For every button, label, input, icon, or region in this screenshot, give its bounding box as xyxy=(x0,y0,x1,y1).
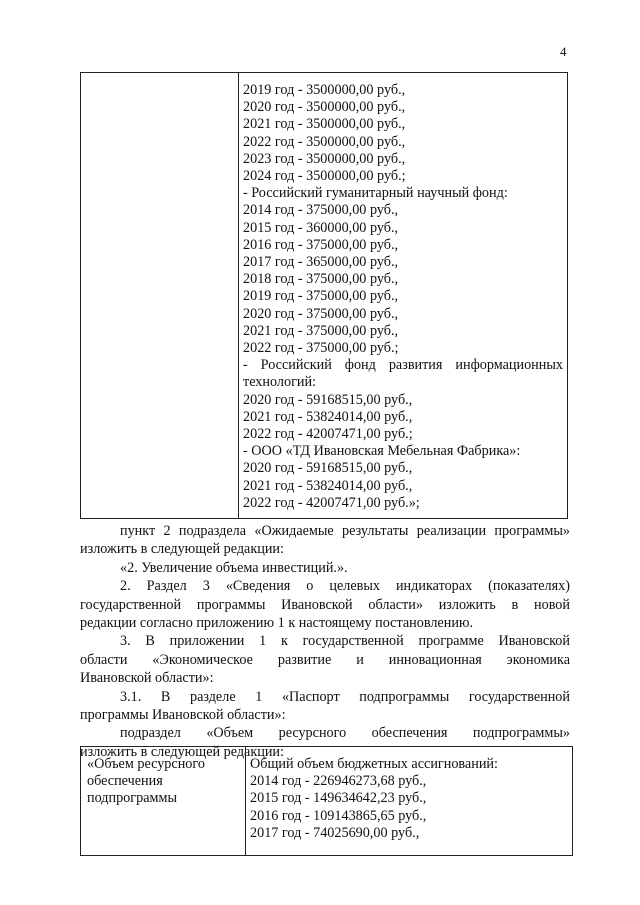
table-line: 2017 год - 74025690,00 руб., xyxy=(250,824,420,841)
table-left-cell xyxy=(81,747,246,855)
table-right-cell xyxy=(243,82,563,512)
table-line: 2020 год - 3500000,00 руб., xyxy=(243,99,406,116)
table-line: 2016 год - 109143865,65 руб., xyxy=(250,807,427,824)
paragraph-line: 3. В приложении 1 к государственной программе Ивановской xyxy=(120,633,570,650)
table-line: 2020 год - 375000,00 руб., xyxy=(243,305,399,322)
table-line: 2022 год - 3500000,00 руб., xyxy=(243,133,406,150)
table-right-cell xyxy=(250,756,498,842)
paragraph-line: 2. Раздел 3 «Сведения о целевых индикаторах (показателях) xyxy=(120,578,570,595)
table-line: 2022 год - 375000,00 руб.; xyxy=(243,340,399,357)
paragraph-line: программы Ивановской области»: xyxy=(80,707,286,724)
paragraph-line: «2. Увеличение объема инвестиций.». xyxy=(120,559,348,576)
table-line: 2020 год - 59168515,00 руб., xyxy=(243,460,413,477)
body-text xyxy=(80,522,570,761)
table-line: технологий: xyxy=(243,374,317,391)
paragraph-line: пункт 2 подраздела «Ожидаемые результаты реализации программы» xyxy=(120,523,570,539)
table-line: 2021 год - 375000,00 руб., xyxy=(243,322,399,339)
table-line: 2021 год - 53824014,00 руб., xyxy=(243,477,413,494)
table-line: 2020 год - 59168515,00 руб., xyxy=(243,391,413,408)
table-line: - ООО «ТД Ивановская Мебельная Фабрика»: xyxy=(243,443,521,460)
paragraph-line: области «Экономическое развитие и инновационная экономика xyxy=(80,651,570,668)
table-line: 2021 год - 3500000,00 руб., xyxy=(243,116,406,133)
page-number: 4 xyxy=(560,44,567,59)
paragraph-line: государственной программы Ивановской области» изложить в новой xyxy=(80,596,570,613)
resource-table xyxy=(80,746,573,856)
paragraph-line: Ивановской области»: xyxy=(80,670,214,687)
table-line: 2021 год - 53824014,00 руб., xyxy=(243,408,413,425)
table-line: 2015 год - 149634642,23 руб., xyxy=(250,790,427,807)
table-line: 2023 год - 3500000,00 руб., xyxy=(243,150,406,167)
paragraph-line: изложить в следующей редакции: xyxy=(80,541,284,558)
paragraph-line: 3.1. В разделе 1 «Паспорт подпрограммы государственной xyxy=(120,688,570,705)
table-left-cell-empty xyxy=(81,73,239,518)
table-line: 2014 год - 375000,00 руб., xyxy=(243,202,399,219)
table-line: 2018 год - 375000,00 руб., xyxy=(243,271,399,288)
table-line: - Российский фонд развития информационных xyxy=(243,357,563,374)
table-line: 2019 год - 3500000,00 руб., xyxy=(243,82,406,98)
paragraph-line: редакции согласно приложению 1 к настоящему постановлению. xyxy=(80,615,474,632)
table-line: 2015 год - 360000,00 руб., xyxy=(243,219,399,236)
table-line: 2017 год - 365000,00 руб., xyxy=(243,254,399,271)
table-line: обеспечения xyxy=(87,773,163,790)
table-line: Общий объем бюджетных ассигнований: xyxy=(250,756,498,772)
paragraph-line: изложить в следующей редакции: xyxy=(80,743,284,760)
table-line: 2019 год - 375000,00 руб., xyxy=(243,288,399,305)
table-line: 2024 год - 3500000,00 руб.; xyxy=(243,168,406,185)
table-line: - Российский гуманитарный научный фонд: xyxy=(243,185,508,202)
table-line: подпрограммы xyxy=(87,790,177,807)
table-line: 2014 год - 226946273,68 руб., xyxy=(250,773,427,790)
table-line: 2022 год - 42007471,00 руб.; xyxy=(243,426,413,443)
paragraph-line: подраздел «Объем ресурсного обеспечения подпрограммы» xyxy=(120,725,570,742)
funding-table-continuation xyxy=(80,72,568,519)
table-line: «Объем ресурсного xyxy=(87,756,205,772)
table-line: 2022 год - 42007471,00 руб.»; xyxy=(243,494,420,511)
table-line: 2016 год - 375000,00 руб., xyxy=(243,236,399,253)
